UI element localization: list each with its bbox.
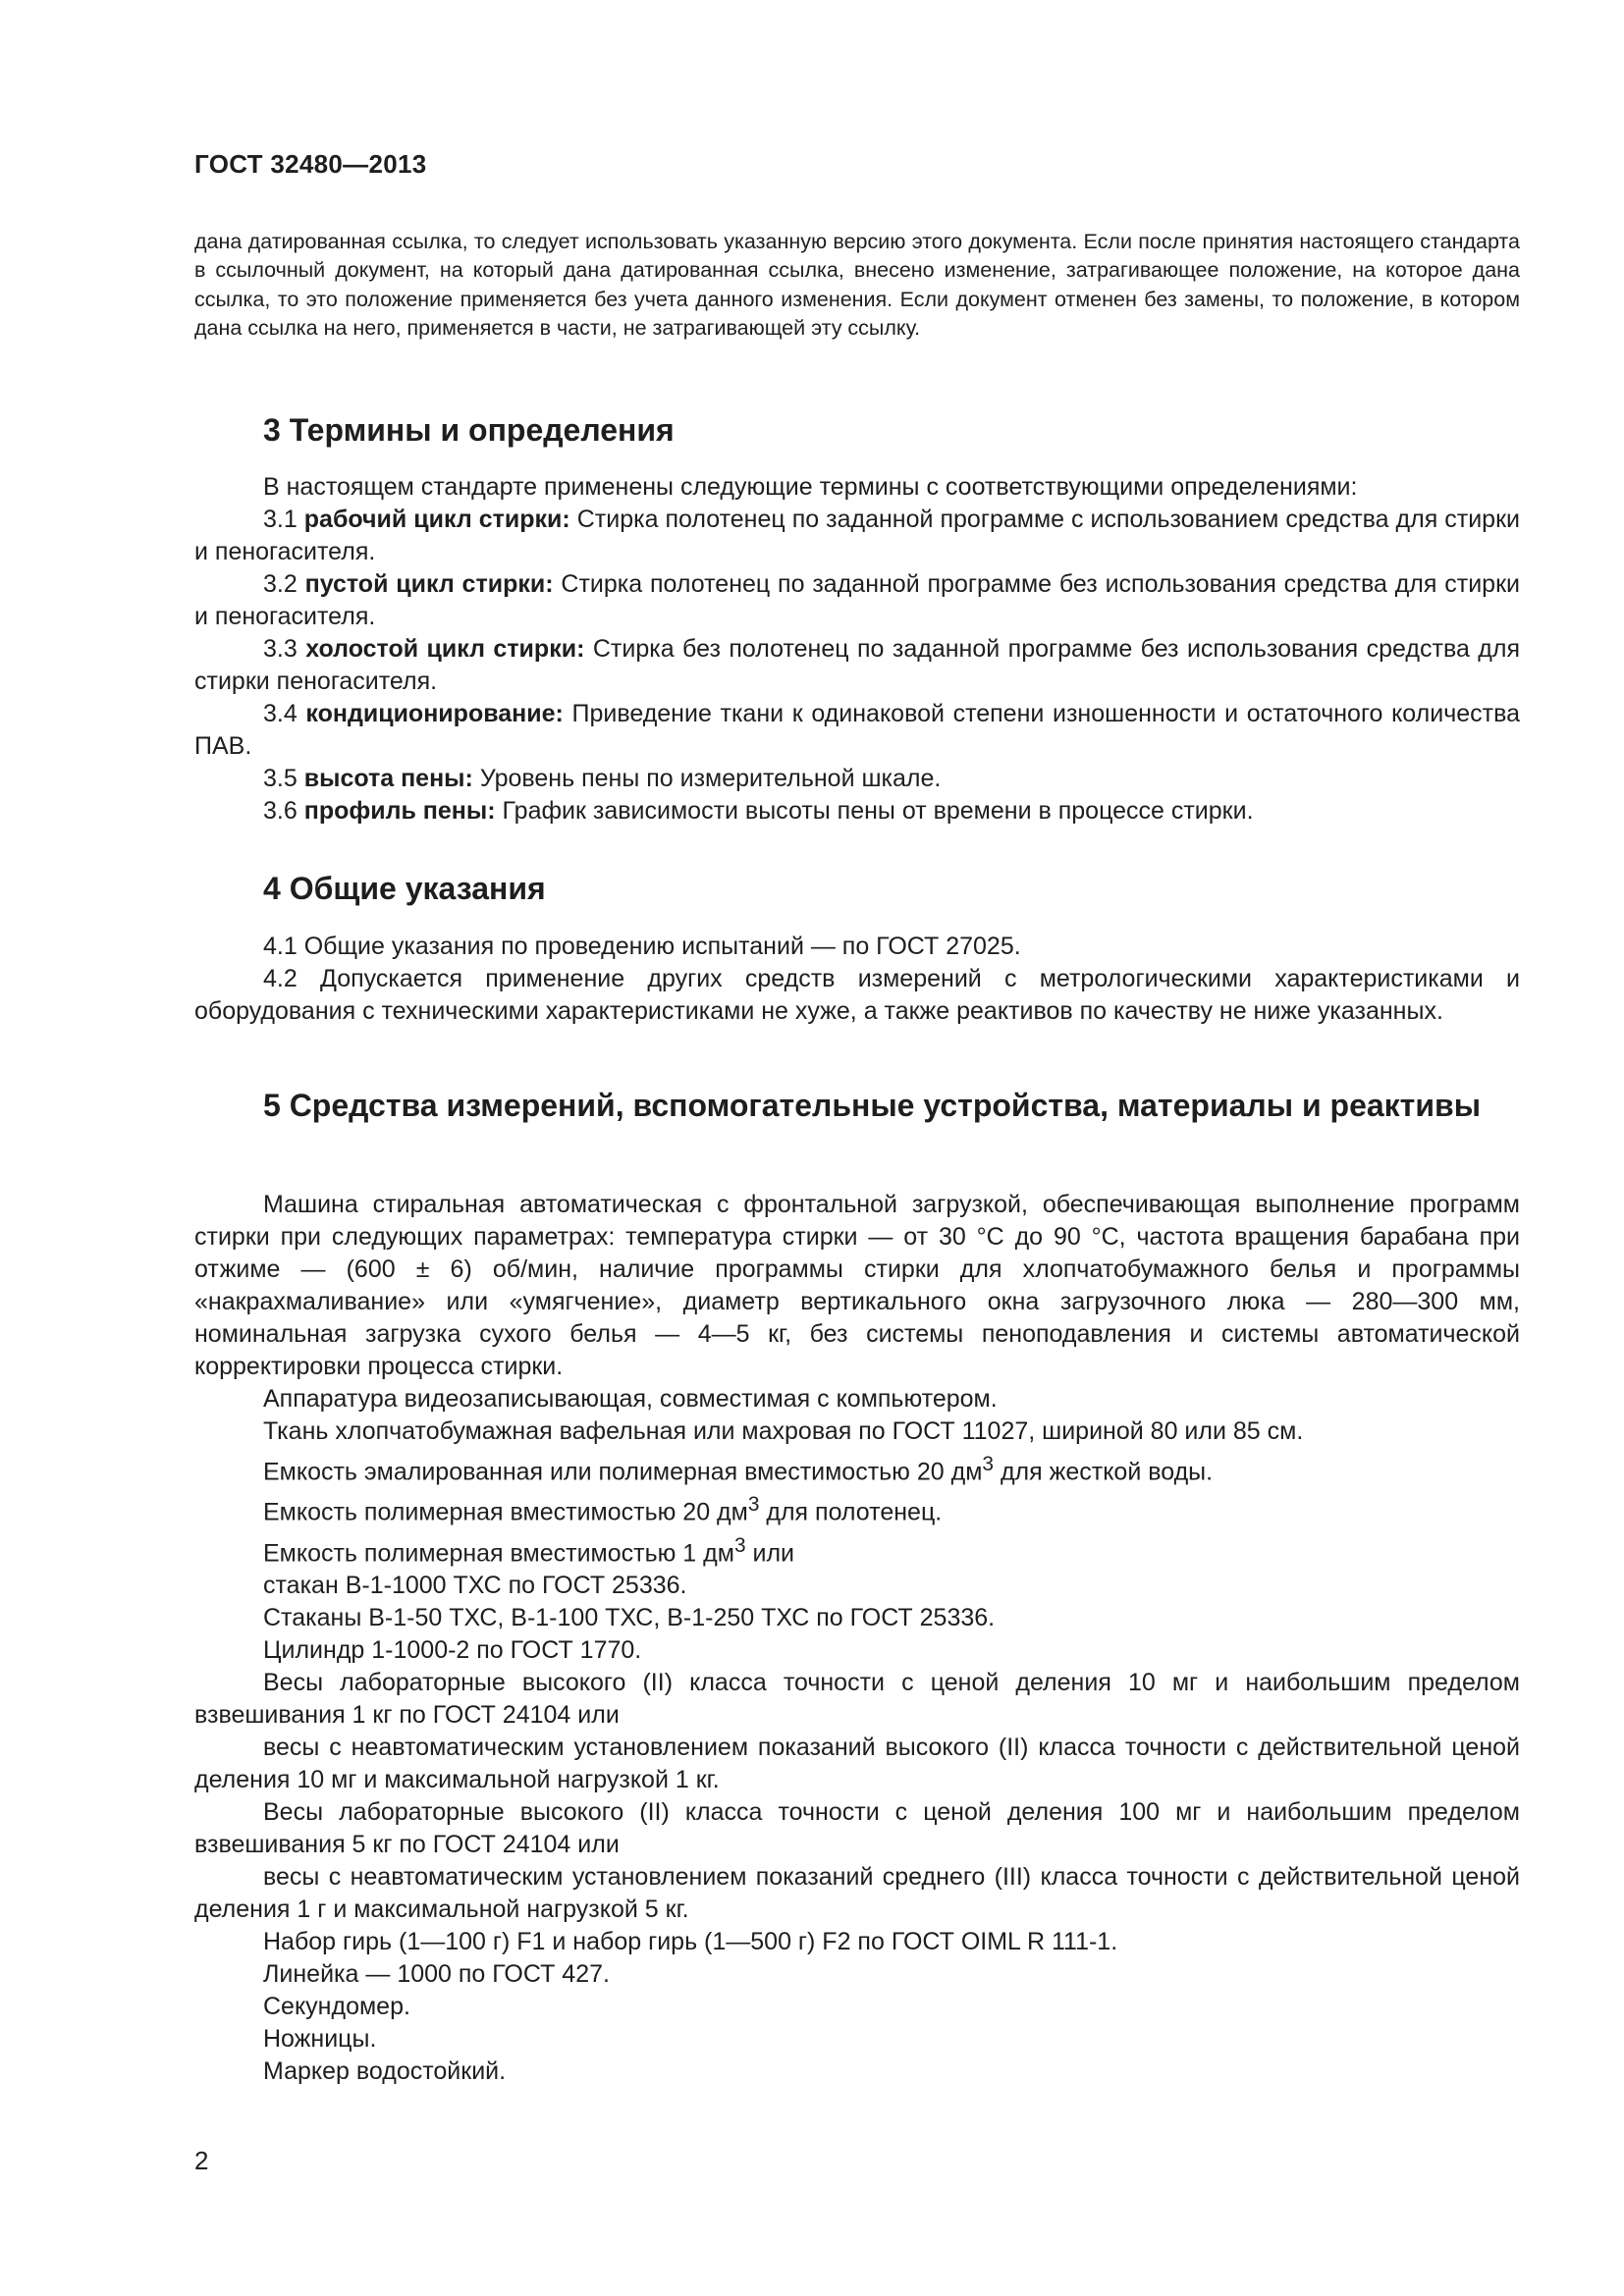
term-name: пустой цикл стирки: — [304, 570, 554, 598]
term-3-6 — [194, 795, 1520, 828]
term-definition: Приведение ткани к одинаковой степени изношенности и остаточного количества ПАВ. — [194, 700, 1520, 760]
scales-item-4: весы с неавтоматическим установлением показаний среднего (III) класса точности с действительной ценой деления 1 г и максимальной нагрузкой 5 кг. — [194, 1862, 1520, 1923]
term-definition: График зависимости высоты пены от времени в процессе стирки. — [502, 797, 1254, 825]
section-5-body — [194, 1189, 1520, 2088]
vessel-text: для полотенец. — [759, 1498, 943, 1526]
superscript: 3 — [733, 1533, 746, 1557]
cylinder-item: Цилиндр 1-1000-2 по ГОСТ 1770. — [263, 1635, 642, 1664]
term-name: кондиционирование: — [305, 700, 564, 727]
term-definition: Стирка полотенец по заданной программе без использования средства для стирки и пеногасителя. — [194, 570, 1520, 630]
section-3-body — [194, 471, 1520, 828]
term-number: 3.6 — [263, 797, 298, 825]
fabric-item: Ткань хлопчатобумажная вафельная или махровая по ГОСТ 11027, шириной 80 или 85 см. — [263, 1417, 1304, 1445]
term-definition: Стирка полотенец по заданной программе с использованием средства для стирки и пеногасителя. — [194, 506, 1520, 565]
section-5-heading: 5 Средства измерений, вспомогательные устройства, материалы и реактивы — [263, 1088, 1482, 1123]
term-3-4 — [194, 698, 1520, 763]
term-name: холостой цикл стирки: — [305, 635, 585, 663]
section-3-intro: В настоящем стандарте применены следующие термины с соответствующими определениями: — [263, 473, 1358, 501]
section-4-paragraph-2: 4.2 Допускается применение других средств измерений с метрологическими характеристиками и оборудования с техническими характеристиками не хуже, а также реактивов по качеству не ниже указанных. — [194, 965, 1520, 1025]
page-number: 2 — [194, 2146, 209, 2175]
term-number: 3.1 — [263, 506, 298, 533]
term-definition: Уровень пены по измерительной шкале. — [479, 765, 942, 792]
superscript: 3 — [747, 1493, 760, 1517]
term-3-2 — [194, 568, 1520, 633]
term-number: 3.4 — [263, 700, 298, 727]
vessel-text: Емкость полимерная вместимостью 20 дм — [263, 1498, 748, 1526]
section-4-body — [194, 931, 1520, 1028]
term-3-3 — [194, 633, 1520, 698]
vessel-item-2 — [194, 1488, 1520, 1528]
lead-paragraph: дана датированная ссылка, то следует использовать указанную версию этого документа. Если после принятия настоящего стандарта в ссылочный документ, на который дана датированная ссылка, внесено изменение, затрагивающее положение, на которое дана ссылка, то это положение применяется без учета данного изменения. Если документ отменен без замены, то положение, в котором дана ссылка на него, применяется в части, не затрагивающей эту ссылку. — [194, 230, 1520, 340]
document-header: ГОСТ 32480—2013 — [194, 149, 427, 179]
section-4-heading: 4 Общие указания — [263, 871, 546, 906]
term-name: профиль пены: — [303, 797, 496, 825]
vessel-item-1 — [194, 1448, 1520, 1488]
term-name: рабочий цикл стирки: — [303, 506, 570, 533]
weights-item: Набор гирь (1—100 г) F1 и набор гирь (1—500 г) F2 по ГОСТ OIML R 111-1. — [263, 1927, 1118, 1955]
machine-paragraph: Машина стиральная автоматическая с фронтальной загрузкой, обеспечивающая выполнение программ стирки при следующих параметрах: температура стирки — от 30 °С до 90 °С, частота вращения барабана при отжиме — (600 ± 6) об/мин, наличие программы стирки для хлопчатобумажного белья и программы «накрахмаливание» или «умягчение», диаметр вертикального окна загрузочного люка — 280—300 мм, номинальная загрузка сухого белья — 4—5 кг, без системы пеноподавления и системы автоматической корректировки процесса стирки. — [194, 1191, 1520, 1380]
beakers-item: Стаканы В-1-50 ТХС, В-1-100 ТХС, В-1-250 ТХС по ГОСТ 25336. — [263, 1603, 996, 1631]
marker-item: Маркер водостойкий. — [263, 2056, 507, 2085]
term-number: 3.3 — [263, 635, 298, 663]
scales-item-1: Весы лабораторные высокого (II) класса точности с ценой деления 10 мг и наибольшим пределом взвешивания 1 кг по ГОСТ 24104 или — [194, 1668, 1520, 1729]
scales-item-2: весы с неавтоматическим установлением показаний высокого (II) класса точности с действительной ценой деления 10 мг и максимальной нагрузкой 1 кг. — [194, 1733, 1520, 1793]
vessel-text: Емкость полимерная вместимостью 1 дм — [263, 1538, 734, 1567]
vessel-text: для жесткой воды. — [994, 1458, 1214, 1486]
vessel-text: или — [745, 1538, 794, 1567]
video-equipment-item: Аппаратура видеозаписывающая, совместимая с компьютером. — [263, 1385, 998, 1413]
term-number: 3.2 — [263, 570, 298, 598]
term-3-5 — [194, 763, 1520, 795]
stopwatch-item: Секундомер. — [263, 1992, 410, 2020]
section-3-heading: 3 Термины и определения — [263, 412, 675, 448]
term-3-1 — [194, 504, 1520, 568]
beaker-item: стакан В-1-1000 ТХС по ГОСТ 25336. — [263, 1571, 687, 1599]
vessel-text: Емкость эмалированная или полимерная вместимостью 20 дм — [263, 1458, 983, 1486]
scissors-item: Ножницы. — [263, 2024, 377, 2053]
term-definition: Стирка без полотенец по заданной программе без использования средства для стирки пеногасителя. — [194, 635, 1521, 695]
term-name: высота пены: — [303, 765, 473, 792]
section-4-paragraph-1: 4.1 Общие указания по проведению испытаний — по ГОСТ 27025. — [263, 933, 1021, 960]
term-number: 3.5 — [263, 765, 298, 792]
ruler-item: Линейка — 1000 по ГОСТ 427. — [263, 1959, 610, 1988]
scales-item-3: Весы лабораторные высокого (II) класса точности с ценой деления 100 мг и наибольшим пределом взвешивания 5 кг по ГОСТ 24104 или — [194, 1797, 1520, 1858]
superscript: 3 — [982, 1453, 995, 1475]
vessel-item-3 — [194, 1529, 1520, 1570]
